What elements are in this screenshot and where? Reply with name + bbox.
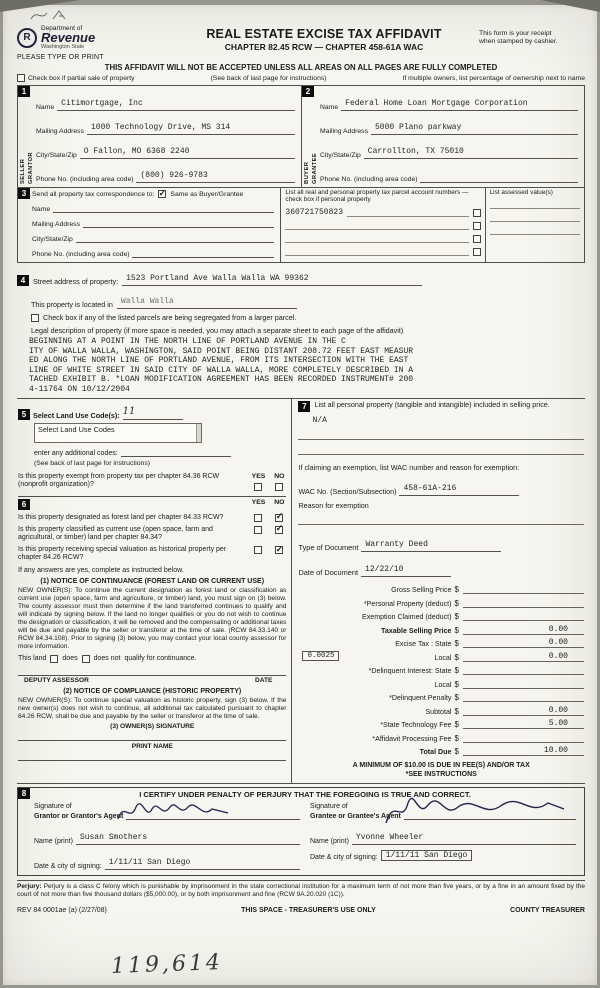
legal-line: ITY OF WALLA WALLA, WASHINGTON, SAID POINT BEING DISTANT 208.72 FEET EAST MEASUR <box>29 346 414 356</box>
checkmark: ✓ <box>275 523 284 534</box>
section-3-badge: 3 <box>18 188 30 199</box>
assessed-value-line-3[interactable] <box>490 226 580 235</box>
buyer-name-label: Name <box>320 104 339 111</box>
fee-row: *Delinquent Penalty $ <box>298 689 584 703</box>
land-use-dropdown-text: Select Land Use Codes <box>38 424 115 434</box>
seller-phone-value: (800) 926-9783 <box>140 171 208 180</box>
section-5-badge: 5 <box>18 409 30 420</box>
dollar-sign: $ <box>454 747 459 757</box>
receipt-note <box>479 25 585 46</box>
buyer-grantee-side-label <box>304 99 318 184</box>
grantee-label: Grantee or Grantee's Agent <box>310 813 401 821</box>
yes-header: YES <box>251 472 266 480</box>
grantor-name-print-label: Name (print) <box>34 838 73 846</box>
please-type-note: PLEASE TYPE OR PRINT <box>17 54 104 61</box>
print-name-label: PRINT NAME <box>131 742 173 750</box>
deputy-assessor-label: DEPUTY ASSESSOR <box>24 676 89 684</box>
dollar-sign: $ <box>454 652 459 662</box>
street-address-value: 1523 Portland Ave Walla Walla WA 99362 <box>126 274 309 283</box>
fee-value[interactable]: 5.00 <box>463 719 584 729</box>
multiple-owners-note: If multiple owners, list percentage of ownership next to name <box>402 75 585 82</box>
form-title: REAL ESTATE EXCISE TAX AFFIDAVIT <box>206 27 442 41</box>
buyer-csz-value: Carrollton, TX 75010 <box>367 147 464 156</box>
additional-codes-label: enter any additional codes: <box>34 449 118 457</box>
rev-number: REV 84 0001ae (a) (2/27/08) <box>17 907 107 915</box>
dollar-sign: $ <box>454 625 459 635</box>
fee-value[interactable]: 10.00 <box>463 746 584 756</box>
fee-row: Local $ <box>298 675 584 689</box>
perjury-notice <box>17 880 585 899</box>
fee-value[interactable] <box>463 611 584 621</box>
forest-no-checkbox[interactable] <box>275 511 284 522</box>
dollar-sign: $ <box>454 693 459 703</box>
fee-row-total: Total Due $ 10.00 <box>298 743 584 757</box>
doc-date-field[interactable] <box>361 558 451 577</box>
qualify-line <box>18 655 286 663</box>
corr-mailing-label: Mailing Address <box>32 221 80 228</box>
assessed-values-header: List assessed value(s) <box>489 189 553 196</box>
grantor-date-value: 1/11/11 San Diego <box>108 858 191 868</box>
street-address-label: Street address of property: <box>33 277 119 286</box>
personal-property-checkbox-2[interactable] <box>473 222 481 230</box>
local-rate-box: 0.0025 <box>302 651 339 661</box>
grantee-name-field[interactable] <box>352 826 576 845</box>
logo-letter: R <box>23 32 31 43</box>
fee-table <box>298 581 584 757</box>
county-treasurer-label: COUNTY TREASURER <box>510 907 585 915</box>
buyer-name-value: Federal Home Loan Mortgage Corporation <box>345 99 528 108</box>
form-subtitle: CHAPTER 82.45 RCW — CHAPTER 458-61A WAC <box>224 42 424 52</box>
buyer-mailing-field[interactable] <box>371 116 578 135</box>
notice-continuance-title: (1) NOTICE OF CONTINUANCE (FOREST LAND OR CURRENT USE) <box>40 577 265 585</box>
property-address-section <box>17 267 585 395</box>
current-use-no-checkbox[interactable] <box>275 523 284 534</box>
does-qualify-checkbox[interactable] <box>50 655 58 663</box>
owners-signature-line[interactable] <box>18 730 286 741</box>
grantee-signature-block <box>310 803 576 870</box>
seller-name-field[interactable] <box>57 92 295 111</box>
grantor-label: Grantor or Grantor's Agent <box>34 813 124 821</box>
grantor-date-label: Date & city of signing: <box>34 863 102 871</box>
dollar-sign: $ <box>454 666 459 676</box>
seller-csz-label: City/State/Zip <box>36 152 77 159</box>
legal-line: BEGINNING AT A POINT IN THE NORTH LINE OF PORTLAND AVENUE IN THE C <box>29 337 346 346</box>
grantor-sig-of: Signature of <box>34 803 72 811</box>
form-header <box>17 25 585 61</box>
personal-property-checkbox-4[interactable] <box>473 248 481 256</box>
if-yes-instruction: If any answers are yes, complete as instructed below. <box>18 566 184 574</box>
dropdown-scrollbar[interactable] <box>196 424 201 442</box>
legal-line: LINE OF WHITE STREET IN SAID CITY OF WALLA WALLA, MORE COMPLETELY DESCRIBED IN A <box>29 365 414 375</box>
parcel-number-value: 360721750823 <box>285 207 343 217</box>
same-as-buyer-label: Same as Buyer/Grantee <box>170 190 244 198</box>
assessed-value-line-1[interactable] <box>490 200 580 209</box>
dollar-sign: $ <box>454 733 459 743</box>
seller-name-value: Citimortgage, Inc <box>61 99 143 108</box>
seller-grantor-section <box>18 86 301 187</box>
grantor-signature-block <box>34 803 300 870</box>
historic-yes-checkbox[interactable] <box>254 546 262 554</box>
forest-land-section <box>18 496 286 761</box>
treasurer-space-label: THIS SPACE - TREASURER'S USE ONLY <box>241 907 376 915</box>
does-not-label: does not <box>93 655 121 663</box>
segregated-label: Check box if any of the listed parcels are being segregated from a larger parcel. <box>43 313 297 322</box>
grantor-word: GRANTOR <box>27 152 34 184</box>
grantor-name-value: Susan Smothers <box>79 833 148 843</box>
revenue-logo-icon <box>17 28 37 48</box>
reason-label: Reason for exemption <box>298 500 369 510</box>
owners-signature-title: (3) OWNER(S) SIGNATURE <box>110 722 195 730</box>
wac-value: 458-61A-216 <box>403 483 457 493</box>
grantor-name-field[interactable] <box>76 826 300 845</box>
form-footer-row <box>17 907 585 914</box>
current-use-yes-checkbox[interactable] <box>254 526 262 534</box>
forest-yes-checkbox[interactable] <box>254 514 262 522</box>
partial-sale-label: Check box if partial sale of property <box>28 75 135 82</box>
fee-row: *Affidavit Processing Fee $ <box>298 729 584 743</box>
revenue-wordmark: Revenue <box>41 30 96 45</box>
certify-statement: I CERTIFY UNDER PENALTY OF PERJURY THAT THE FOREGOING IS TRUE AND CORRECT. <box>139 790 471 800</box>
section-1-badge: 1 <box>18 86 30 97</box>
buyer-mailing-label: Mailing Address <box>320 128 368 135</box>
buyer-word: BUYER <box>304 161 310 184</box>
personal-blank-line-1[interactable] <box>298 429 584 440</box>
dollar-sign: $ <box>454 612 459 622</box>
certification-section <box>17 787 585 876</box>
seller-mailing-value: 1000 Technology Drive, MS 314 <box>90 123 231 132</box>
forest-land-question: Is this property designated as forest land per chapter 84.33 RCW? <box>18 513 224 521</box>
doc-type-field[interactable] <box>361 533 501 552</box>
exempt-question: Is this property exempt from property tax per chapter 84.36 RCW (nonprofit organization)? <box>18 472 220 488</box>
seller-grantor-side-label <box>20 99 34 184</box>
qualify-label: qualify for continuance. <box>124 655 197 663</box>
fee-value[interactable] <box>463 733 584 743</box>
personal-property-label: List all personal property (tangible and intangible) included in selling price. <box>314 399 550 409</box>
segregated-checkbox[interactable] <box>31 314 39 322</box>
grantee-date-value: 1/11/11 San Diego <box>381 850 473 861</box>
parcel-line-4[interactable] <box>285 247 468 256</box>
grantee-signature-line[interactable] <box>404 810 576 820</box>
buyer-name-field[interactable] <box>341 92 578 111</box>
minimum-line1: A MINIMUM OF $10.00 IS DUE IN FEE(S) AND/OR TAX <box>352 762 530 770</box>
dollar-sign: $ <box>454 720 459 730</box>
same-as-buyer-checkbox[interactable] <box>158 187 167 198</box>
perjury-body: Perjury is a class C felony which is punishable by imprisonment in the state correctional institution for a maximum term of not more than five years, or by a fine in an amount fixed by the court of not more than five thousand dollars ($5,000.00), or by both imprisonment and fine (RCW 9A.20.020 (1C)). <box>17 883 585 899</box>
send-correspondence-label: Send all property tax correspondence to: <box>32 190 155 198</box>
corr-phone-label: Phone No. (including area code) <box>32 251 130 258</box>
seller-csz-value: O Fallon, MO 6368 2240 <box>83 147 190 156</box>
notice-continuance-body: NEW OWNER(S): To continue the current designation as forest land or classification as current use (open space, farm and agriculture, or timber) land, you must sign on (3) below. The county assessor must then determine if the land transferred continues to qualify and will indicate by signing below. If the land no longer qualifies or you do not wish to continue the designation or classification, it will be removed and the compensating or additional taxes will be due and payable by the seller or transferor at the time of sale. (RCW 84.33.140 or RCW 84.34.108). Prior to signing (3) below, you may contact your local county assessor for more information. <box>18 586 287 650</box>
dollar-sign: $ <box>454 706 459 716</box>
fee-row-local: 0.0025 Local $ 0.00 <box>298 648 584 662</box>
fee-row: *State Technology Fee $ 5.00 <box>298 716 584 730</box>
additional-codes-field[interactable] <box>121 447 231 457</box>
fee-value[interactable]: 0.00 <box>463 706 584 716</box>
section-7-badge: 7 <box>298 401 310 412</box>
minimum-line2: *SEE INSTRUCTIONS <box>405 771 477 779</box>
buyer-mailing-value: 5000 Plano parkway <box>374 123 462 132</box>
corr-csz-field[interactable] <box>76 233 275 243</box>
fee-row: Subtotal $ 0.00 <box>298 702 584 716</box>
grantor-date-field[interactable] <box>105 851 300 870</box>
fee-row: *Delinquent Interest: State $ <box>298 662 584 676</box>
grantee-word: GRANTEE <box>311 152 318 184</box>
personal-property-checkbox-3[interactable] <box>473 235 481 243</box>
section-6-badge: 6 <box>18 499 30 510</box>
fee-value[interactable] <box>463 692 584 702</box>
dollar-sign: $ <box>454 598 459 608</box>
parcel-numbers-header: List all real and personal property tax parcel account numbers — check box if personal property <box>285 189 469 204</box>
fee-value[interactable] <box>463 679 584 689</box>
seller-mailing-label: Mailing Address <box>36 128 84 135</box>
fee-value[interactable] <box>463 584 584 594</box>
wac-label: WAC No. (Section/Subsection) <box>298 486 397 496</box>
selling-price-section <box>292 399 585 784</box>
buyer-grantee-section <box>301 86 584 187</box>
exempt-yes-checkbox[interactable] <box>254 483 262 491</box>
assessed-value-line-2[interactable] <box>490 213 580 222</box>
parcel-line-1[interactable] <box>347 208 469 217</box>
fee-value[interactable]: 0.00 <box>463 652 584 662</box>
land-use-code-label: Select Land Use Code(s): <box>33 410 120 420</box>
doc-type-value: Warranty Deed <box>365 539 428 549</box>
fee-value[interactable] <box>463 665 584 675</box>
personal-property-checkbox-1[interactable] <box>473 209 481 217</box>
checkmark: ✓ <box>158 187 167 198</box>
does-not-qualify-checkbox[interactable] <box>82 655 90 663</box>
personal-blank-line-2[interactable] <box>298 444 584 455</box>
street-address-field[interactable] <box>122 267 422 286</box>
exempt-no-checkbox[interactable] <box>275 483 283 491</box>
seller-mailing-field[interactable] <box>87 116 295 135</box>
seller-word: SELLER <box>20 158 26 184</box>
section-4-badge: 4 <box>17 275 29 286</box>
located-in-label: This property is located in <box>31 300 113 309</box>
dollar-sign: $ <box>454 639 459 649</box>
fee-row: Gross Selling Price $ <box>298 581 584 595</box>
located-in-field[interactable] <box>117 290 297 309</box>
grantee-name-print-label: Name (print) <box>310 838 349 846</box>
legal-line: 4-11764 ON 10/12/2004 <box>29 384 130 394</box>
land-use-dropdown[interactable] <box>34 423 202 443</box>
fee-row: Excise Tax : State $ 0.00 <box>298 635 584 649</box>
this-land-label: This land <box>18 655 47 663</box>
fee-row: Exemption Claimed (deduct) $ <box>298 608 584 622</box>
seller-name-label: Name <box>36 104 55 111</box>
see-back-note-2: (See back of last page for instructions) <box>34 459 150 467</box>
doc-date-label: Date of Document <box>298 567 359 577</box>
parcel-line-2[interactable] <box>285 221 468 230</box>
legal-description-label: Legal description of property (if more space is needed, you may attach a separate sheet to each page of the affidavit) <box>31 326 404 335</box>
seller-phone-label: Phone No. (including area code) <box>36 176 134 183</box>
land-use-code-value: 11 <box>122 405 136 417</box>
doc-type-label: Type of Document <box>298 542 359 552</box>
handwritten-amount: 119,614 <box>110 950 224 979</box>
corr-name-label: Name <box>32 206 51 213</box>
dollar-sign: $ <box>454 679 459 689</box>
receipt-line1: This form is your receipt <box>479 30 552 37</box>
warning-banner: THIS AFFIDAVIT WILL NOT BE ACCEPTED UNLESS ALL AREAS ON ALL PAGES ARE FULLY COMPLETED <box>104 63 498 72</box>
checkmark: ✓ <box>275 543 284 554</box>
grantor-signature-line[interactable] <box>126 810 300 820</box>
no-header: NO <box>274 472 285 480</box>
current-use-question: Is this property classified as current use (open space, farm and agricultural, or timber) land per chapter 84.34? <box>18 525 213 541</box>
land-use-section <box>18 401 286 491</box>
pencil-scribble <box>29 7 89 23</box>
checkmark: ✓ <box>275 511 284 522</box>
does-label: does <box>62 655 78 663</box>
historic-question: Is this property receiving special valuation as historical property per chapter 84.26 RCW? <box>18 546 227 562</box>
washington-state: Washington State <box>41 44 85 50</box>
land-use-code-field[interactable] <box>123 401 183 420</box>
reason-blank-line[interactable] <box>298 514 584 525</box>
section-8-badge: 8 <box>18 788 30 799</box>
buyer-csz-field[interactable] <box>364 140 578 159</box>
fee-value[interactable]: 0.00 <box>463 625 584 635</box>
parcel-line-3[interactable] <box>285 234 468 243</box>
grantee-date-label: Date & city of signing: <box>310 854 378 862</box>
grantee-name-value: Yvonne Wheeler <box>355 833 424 843</box>
legal-line: TACHED EXHIBIT B. *LOAN MODIFICATION AGREEMENT HAS BEEN RECORDED INSTRUMENT# 200 <box>29 375 414 385</box>
minimum-due-note <box>298 761 584 779</box>
print-name-line[interactable] <box>18 750 286 761</box>
fee-row: Taxable Selling Price $ 0.00 <box>298 621 584 635</box>
buyer-phone-value <box>420 171 424 180</box>
yes-header-6: YES <box>251 498 266 506</box>
affidavit-form <box>3 5 597 985</box>
corr-mailing-field[interactable] <box>83 218 274 228</box>
notice-compliance-body: NEW OWNER(S): To continue special valuation as historic property, sign (3) below. If the new owner(s) does not wish to continue, all additional tax calculated pursuant to chapter 84.26 RCW, shall be due and payable by the seller or transferor at the time of sale. <box>18 696 287 720</box>
exemption-label: If claiming an exemption, list WAC number and reason for exemption: <box>298 462 520 472</box>
seller-phone-field[interactable] <box>136 164 295 183</box>
buyer-phone-label: Phone No. (including area code) <box>320 176 418 183</box>
receipt-line2: when stamped by cashier. <box>479 38 558 45</box>
buyer-phone-field[interactable] <box>420 164 578 183</box>
fee-value[interactable] <box>463 598 584 608</box>
date-label: DATE <box>255 676 273 684</box>
fee-row: *Personal Property (deduct) $ <box>298 594 584 608</box>
dollar-sign: $ <box>454 585 459 595</box>
partial-sale-checkbox[interactable] <box>17 74 25 82</box>
see-back-note: (See back of last page for instructions) <box>210 75 327 82</box>
corr-phone-field[interactable] <box>132 248 274 258</box>
deputy-assessor-line <box>18 675 286 684</box>
historic-no-checkbox[interactable] <box>275 543 284 554</box>
no-header-6: NO <box>274 498 285 506</box>
seller-csz-field[interactable] <box>80 140 295 159</box>
personal-property-value: N/A <box>312 415 327 425</box>
perjury-title: Perjury: <box>17 883 42 891</box>
corr-name-field[interactable] <box>53 203 274 213</box>
corr-csz-label: City/State/Zip <box>32 236 73 243</box>
dept-line: Department of <box>41 25 83 32</box>
grantee-sig-of: Signature of <box>310 803 348 811</box>
section-2-badge: 2 <box>302 86 314 97</box>
fee-value[interactable]: 0.00 <box>463 638 584 648</box>
buyer-csz-label: City/State/Zip <box>320 152 361 159</box>
located-in-value: Walla Walla <box>120 297 174 306</box>
legal-line: ED ALONG THE NORTH LINE OF PORTLAND AVENUE, FROM ITS INTERSECTION WITH THE EAST <box>29 356 409 366</box>
wac-field[interactable] <box>399 477 519 496</box>
notice-compliance-title: (2) NOTICE OF COMPLIANCE (HISTORIC PROPERTY) <box>63 687 242 695</box>
legal-description-text <box>29 337 585 395</box>
dept-of-revenue-logo <box>17 25 169 50</box>
tax-correspondence-section <box>17 188 585 263</box>
doc-date-value: 12/22/10 <box>365 564 404 574</box>
